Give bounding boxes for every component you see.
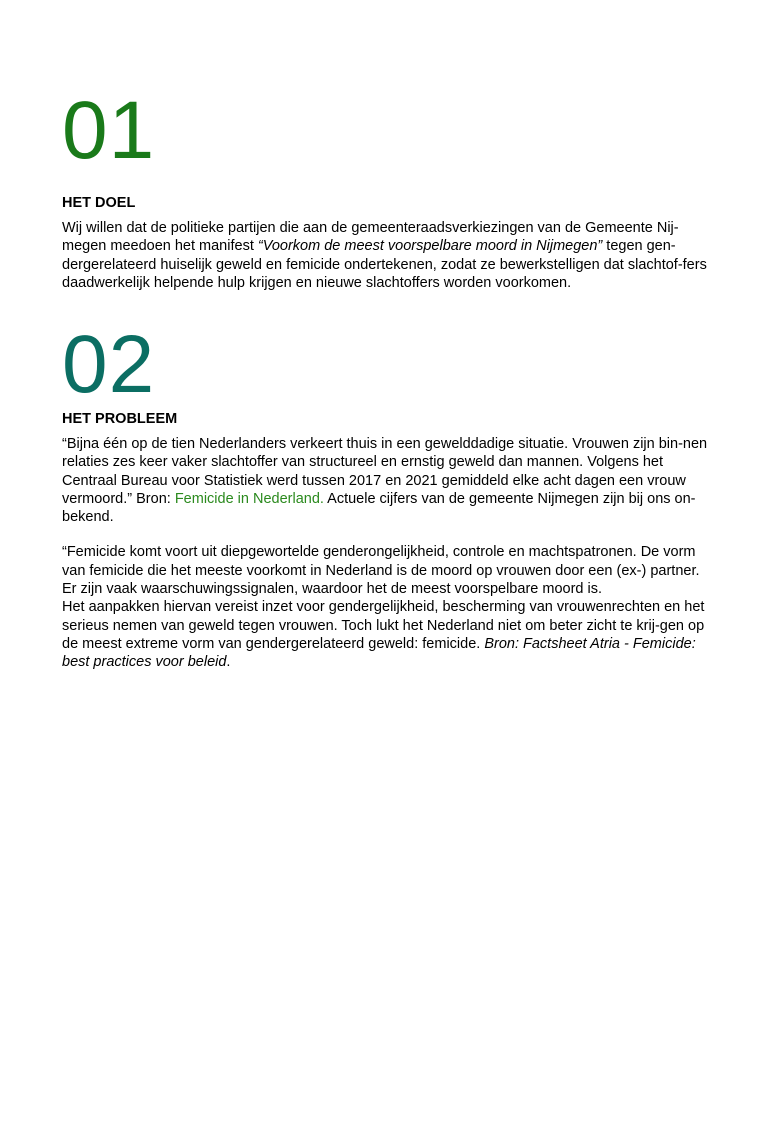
manifest-title: “Voorkom de meest voorspelbare moord in Nijmegen”: [257, 238, 603, 255]
problem-paragraph-2: [62, 543, 712, 671]
paragraph-text: “Bijna één op de tien Nederlanders verkeert thuis in een gewelddadige situatie. Vrouwen zijn bin-nen relaties zes keer vaker slachtoffer van structureel en ernstig geweld dan mannen. Volgens het Centraal Bureau voor Statistiek werd tussen 2017 en 2021 gemiddeld elke acht dagen een vrouw vermoord.” Bron:: [62, 436, 708, 507]
paragraph-text: .: [226, 654, 231, 671]
section-problem: [62, 319, 712, 672]
section-title: HET PROBLEEM: [62, 411, 178, 427]
section-title: HET DOEL: [62, 195, 136, 211]
paragraph-text: tegen gen-dergerelateerd huiselijk geweld en femicide ondertekenen, zodat ze bewerkstelligen dat slachtof-fers daadwerkelijk helpende hulp krijgen en nieuwe slachtoffers worden voorkomen.: [62, 238, 707, 291]
paragraph-text: Wij willen dat de politieke partijen die aan de gemeenteraadsverkiezingen van de Gemeente Nij-megen meedoen het manifest: [62, 220, 679, 255]
section-number: 02: [62, 319, 156, 410]
source-citation: Bron: Factsheet Atria - Femicide: best practices voor beleid: [62, 635, 696, 671]
section-goal: [62, 85, 712, 292]
source-link[interactable]: Femicide in Nederland.: [174, 490, 324, 507]
paragraph-text: “Femicide komt voort uit diepgewortelde genderongelijkheid, controle en machtspatronen. De vorm van femicide die het meeste voorkomt in Nederland is de moord op vrouwen door een (ex-) partner. Er zijn vaak waarschuwingssignalen, waardoor het de meest voorspelbare moord is.: [62, 544, 700, 598]
paragraph-text: Het aanpakken hiervan vereist inzet voor gendergelijkheid, bescherming van vrouwenrechten en het serieus nemen van geweld tegen vrouwen. Toch lukt het Nederland niet om beter zicht te krij-gen op de meest extreme vorm van gendergerelateerd geweld: femicide.: [62, 599, 705, 652]
section-number: 01: [62, 85, 156, 176]
problem-paragraph-1: [62, 435, 712, 526]
goal-paragraph: [62, 219, 712, 292]
paragraph-text: Actuele cijfers van de gemeente Nijmegen zijn bij ons on-bekend.: [62, 490, 696, 526]
